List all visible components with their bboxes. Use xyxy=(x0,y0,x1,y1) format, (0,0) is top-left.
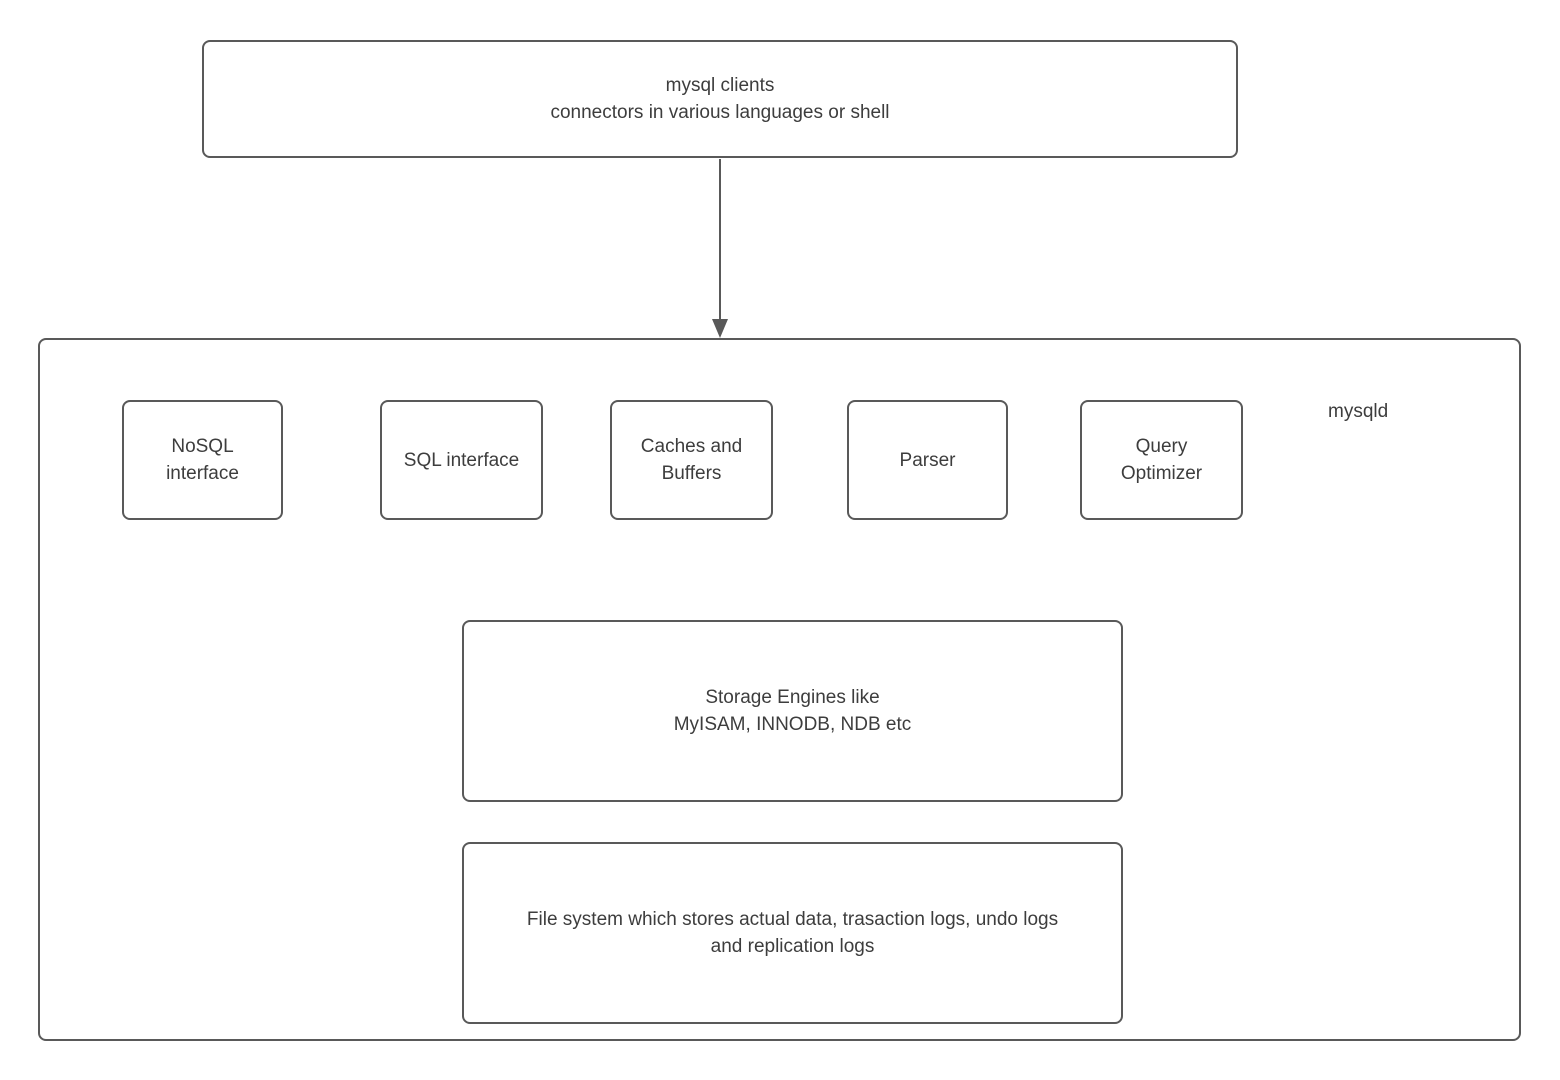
filesystem-box-line1: File system which stores actual data, trasaction logs, undo logs xyxy=(526,909,1059,930)
component-label-line: Optimizer xyxy=(1120,463,1203,484)
clients-box xyxy=(202,40,1238,158)
component-label-line: interface xyxy=(166,463,239,484)
component-box-sql-interface xyxy=(380,400,543,520)
storage-box-line1: Storage Engines like xyxy=(705,687,880,708)
component-box-query-optimizer xyxy=(1080,400,1243,520)
storage-box-line2: MyISAM, INNODB, NDB etc xyxy=(673,714,912,735)
mysqld-label: mysqld xyxy=(1328,401,1389,422)
file-system-box xyxy=(462,842,1123,1024)
component-label-line: NoSQL xyxy=(171,436,234,457)
component-label-line: Query xyxy=(1135,436,1188,457)
storage-engines-box xyxy=(462,620,1123,802)
filesystem-box-line2: and replication logs xyxy=(710,936,875,957)
component-label-line: Caches and xyxy=(640,436,743,457)
mysqld-container-box xyxy=(38,338,1521,1041)
component-label-line: Parser xyxy=(899,449,956,471)
component-box-parser xyxy=(847,400,1008,520)
clients-box-subtitle: connectors in various languages or shell xyxy=(550,102,890,123)
component-box-caches-and-buffers xyxy=(610,400,773,520)
component-box-nosql-interface xyxy=(122,400,283,520)
clients-box-title: mysql clients xyxy=(665,75,775,96)
component-label-line: Buffers xyxy=(661,463,722,484)
component-label-line: SQL interface xyxy=(403,449,520,471)
down-arrow-connector xyxy=(710,159,730,338)
